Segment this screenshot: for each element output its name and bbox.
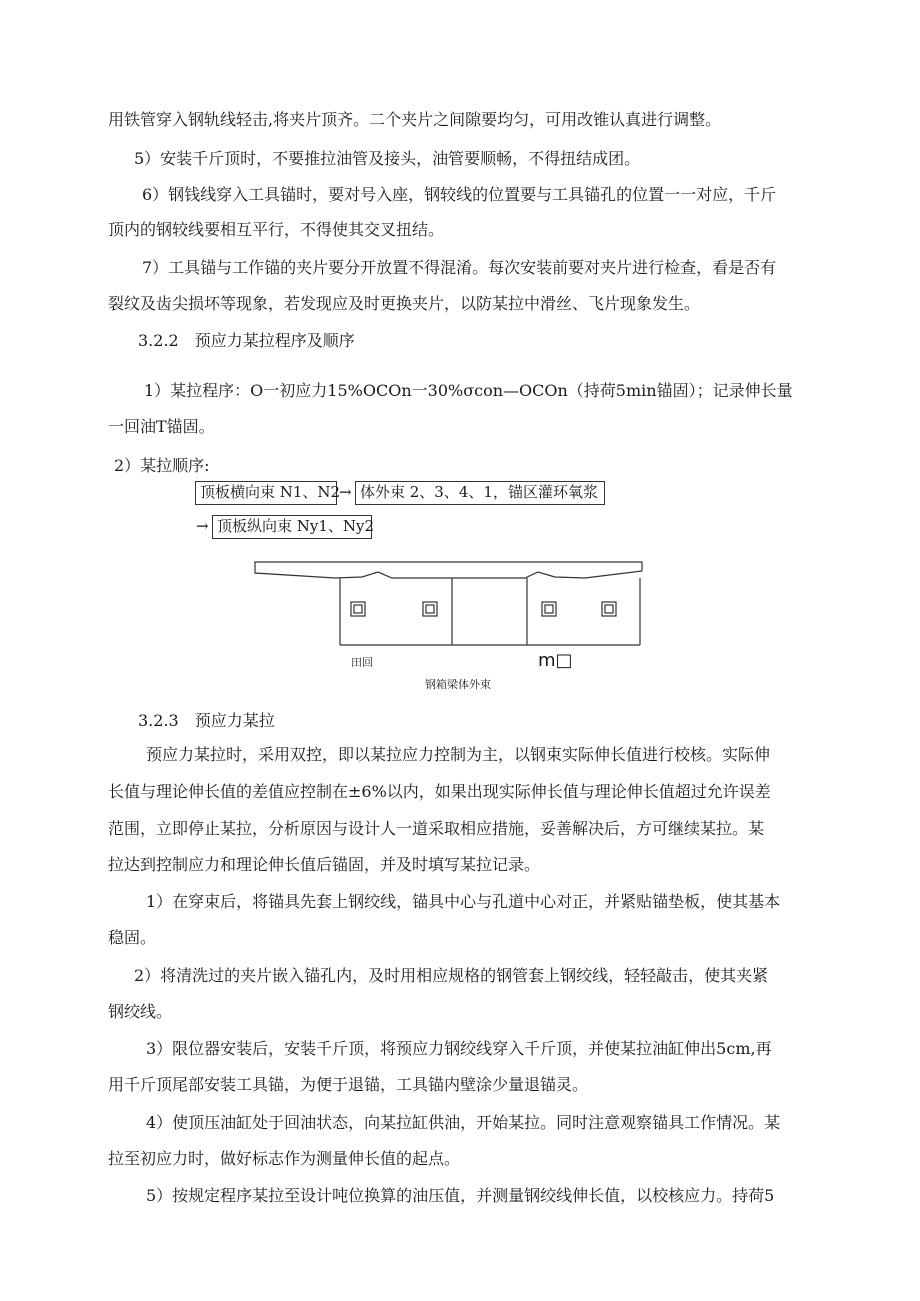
- section-heading: 3.2.3 预应力某拉: [138, 711, 275, 730]
- paragraph-line: 钢绞线。: [108, 1002, 173, 1021]
- section-heading: 3.2.2 预应力某拉程序及顺序: [138, 331, 355, 350]
- paragraph-line: 1）某拉程序：O一初应力15%OCOn一30%σcon—OCOn（持荷5min锚固）；记录伸长量: [144, 381, 793, 400]
- paragraph-line: 裂纹及齿尖损坏等现象，若发现应及时更换夹片，以防某拉中滑丝、飞片现象发生。: [108, 294, 701, 313]
- paragraph-line: 1）在穿束后，将锚具先套上钢绞线，锚具中心与孔道中心对正，并紧贴锚垫板，使其基本: [146, 892, 781, 911]
- figure-caption: 钢箱梁体外束: [425, 678, 491, 691]
- sequence-step-1: 顶板横向束 N1、N2: [195, 481, 337, 505]
- paragraph-line: 用铁管穿入钢轨线轻击,将夹片顶齐。二个夹片之间隙要均匀，可用改锥认真进行调整。: [108, 110, 722, 129]
- figure-label-left: 田回: [351, 656, 373, 669]
- figure-label-right: m□: [538, 650, 573, 671]
- paragraph-line: 范围，立即停止某拉，分析原因与设计人一道采取相应措施，妥善解决后，方可继续某拉。某: [108, 819, 765, 838]
- paragraph-line: 5）按规定程序某拉至设计吨位换算的油压值，并测量钢绞线伸长值，以校核应力。持荷5: [146, 1186, 775, 1205]
- paragraph-line: 拉达到控制应力和理论伸长值后锚固，并及时填写某拉记录。: [108, 855, 541, 874]
- paragraph-line: 顶内的钢较线要相互平行，不得使其交叉扭结。: [108, 220, 445, 239]
- paragraph-line: 3）限位器安装后，安装千斤顶，将预应力钢绞线穿入千斤顶，并使某拉油缸伸出5cm,再: [146, 1039, 772, 1058]
- paragraph-line: 2）将清洗过的夹片嵌入锚孔内，及时用相应规格的钢管套上钢绞线，轻轻敲击，使其夹紧: [134, 966, 769, 985]
- paragraph-line: 长值与理论伸长值的差值应控制在±6%以内，如果出现实际伸长值与理论伸长值超过允许误差: [108, 782, 771, 801]
- paragraph-line: 6）钢钱线穿入工具锚时，要对号入座，钢较线的位置要与工具锚孔的位置一一对应，千斤: [142, 185, 777, 204]
- arrow-right-icon: →: [196, 517, 209, 535]
- paragraph-line: 7）工具锚与工作锚的夹片要分开放置不得混淆。每次安装前要对夹片进行检查，看是否有: [142, 258, 777, 277]
- sequence-step-2: 体外束 2、3、4、1，锚区灌环氧浆: [355, 481, 605, 505]
- paragraph-line: 一回油T锚固。: [108, 417, 215, 436]
- sequence-step-3: 顶板纵向束 Ny1、Ny2: [212, 515, 372, 539]
- paragraph-line: 拉至初应力时，做好标志作为测量伸长值的起点。: [108, 1149, 461, 1168]
- paragraph-line: 预应力某拉时，采用双控，即以某拉应力控制为主，以钢束实际伸长值进行校核。实际伸: [146, 745, 771, 764]
- paragraph-line: 2）某拉顺序:: [114, 456, 210, 475]
- paragraph-line: 稳固。: [108, 928, 157, 947]
- arrow-right-icon: →: [339, 483, 352, 501]
- paragraph-line: 用千斤顶尾部安装工具锚，为便于退锚，工具锚内壁涂少量退锚灵。: [108, 1075, 589, 1094]
- paragraph-line: 5）安装千斤顶时，不要推拉油管及接头，油管要顺畅，不得扭结成团。: [134, 149, 641, 168]
- paragraph-line: 4）使顶压油缸处于回油状态，向某拉缸供油，开始某拉。同时注意观察锚具工作情况。某: [146, 1113, 781, 1132]
